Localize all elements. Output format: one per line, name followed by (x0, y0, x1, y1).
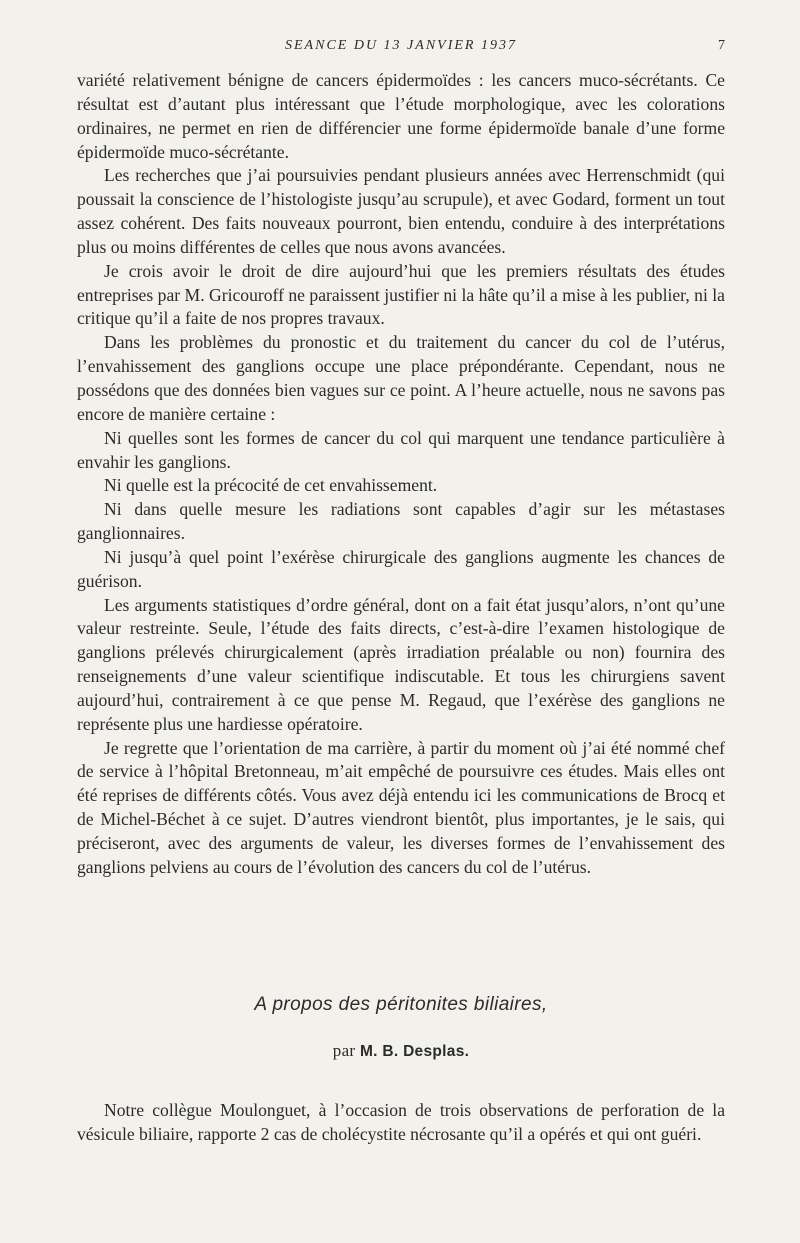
article-paragraph-1: Notre collègue Moulonguet, à l’occasion de trois observations de perforation de la vésicule biliaire, rapporte 2 cas de cholécystite nécrosante qu’il a opérés et qui ont guéri. (77, 1100, 725, 1144)
byline (77, 1041, 725, 1061)
paragraph-5: Ni quelles sont les formes de cancer du col qui marquent une tendance particulière à envahir les ganglions. (77, 427, 725, 472)
body-text (77, 69, 725, 880)
paragraph-1: variété relativement bénigne de cancers épidermoïdes : les cancers muco-sécrétants. Ce résultat est d’autant plus intéressant que l’étude morphologique, avec les colorations ordinaires, ne permet en rien de différencier une forme épidermoïde banale d’une forme épidermoïde muco-sécrétante. (77, 70, 725, 162)
running-title: SEANCE DU 13 JANVIER 1937 (285, 38, 517, 53)
paragraph-4: Dans les problèmes du pronostic et du traitement du cancer du col de l’utérus, l’envahissement des ganglions occupe une place prépondérante. Cependant, nous ne possédons que des données bien vagues sur ce point. A l’heure actuelle, nous ne savons pas encore de manière certaine : (77, 332, 725, 424)
paragraph-7: Ni dans quelle mesure les radiations sont capables d’agir sur les métastases ganglionnaires. (77, 499, 725, 544)
article-title: A propos des péritonites biliaires, (254, 994, 548, 1015)
article-body (77, 1099, 725, 1147)
paragraph-6: Ni quelle est la précocité de cet envahissement. (104, 475, 438, 496)
paragraph-2: Les recherches que j’ai poursuivies pendant plusieurs années avec Herrenschmidt (qui poussait la conscience de l’histologiste jusqu’au scrupule), et avec Godard, forment un tout assez cohérent. Des faits nouveaux pourront, bien entendu, conduire à des interprétations plus ou moins différentes de celles que nous avons avancées. (77, 165, 725, 257)
paragraph-10: Je regrette que l’orientation de ma carrière, à partir du moment où j’ai été nommé chef de service à l’hôpital Bretonneau, m’ait empêché de poursuivre ces études. Mais elles ont été reprises de différents côtés. Vous avez déjà entendu ici les communications de Brocq et de Michel-Béchet à ce sujet. D’autres viendront bientôt, plus importantes, je le sais, qui préciseront, avec des arguments de valeur, les diverses formes de l’envahissement des ganglions pelviens au cours de l’évolution des cancers du col de l’utérus. (77, 737, 725, 877)
author-name: M. B. Desplas. (359, 1043, 470, 1060)
paragraph-9: Les arguments statistiques d’ordre général, dont on a fait état jusqu’alors, n’ont qu’une valeur restreinte. Seule, l’étude des faits directs, c’est-à-dire l’examen histologique de ganglions prélevés chirurgicalement (après irradiation préalable ou non) fournira des renseignements d’une valeur scientifique indiscutable. Et tous les chirurgiens savent aujourd’hui, contrairement à ce que pense M. Regaud, que l’exérèse des ganglions ne représente plus une hardiesse opératoire. (77, 594, 725, 734)
running-head (77, 38, 725, 58)
paragraph-3: Je crois avoir le droit de dire aujourd’hui que les premiers résultats des études entreprises par M. Gricouroff ne paraissent justifier ni la hâte qu’il a mise à les publier, ni la critique qu’il a faite de nos propres travaux. (77, 260, 725, 329)
byline-prefix: par (332, 1041, 356, 1060)
paragraph-8: Ni jusqu’à quel point l’exérèse chirurgicale des ganglions augmente les chances de guérison. (77, 546, 725, 591)
page-number: 7 (718, 38, 725, 53)
